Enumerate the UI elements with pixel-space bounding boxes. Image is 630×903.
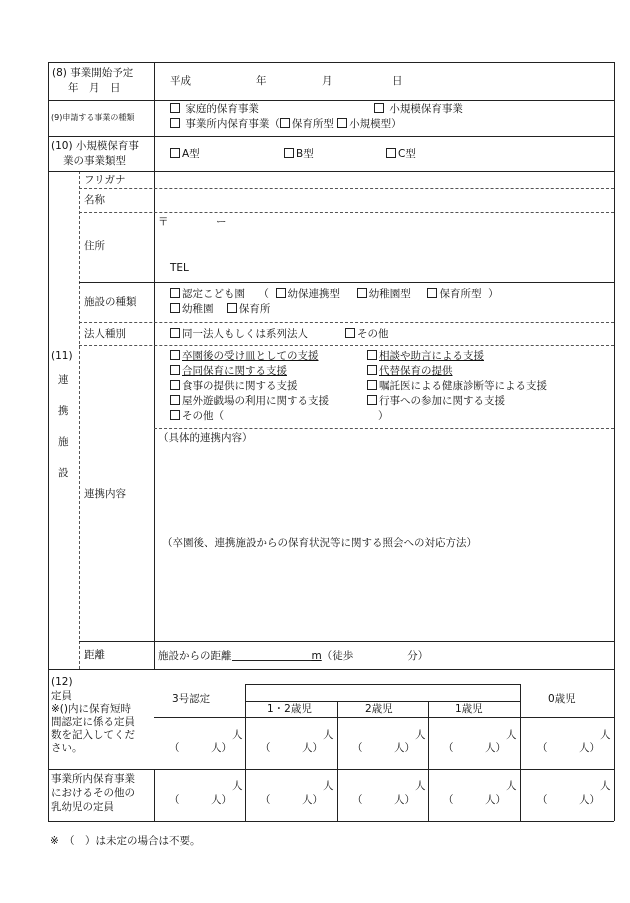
checkbox[interactable] xyxy=(227,303,237,313)
col-2: 2歳児 xyxy=(365,703,393,715)
hline xyxy=(48,171,614,172)
cap-b-12-short[interactable]: （ 人） xyxy=(260,794,323,806)
row11-vertical-1: 連 xyxy=(58,374,69,386)
support-4[interactable]: 代替保育の提供 xyxy=(367,365,453,378)
type-b[interactable]: B型 xyxy=(284,148,314,161)
hline-dashed xyxy=(79,212,614,213)
option-kateiteki[interactable]: 家庭的保育事業 xyxy=(170,103,259,116)
checkbox[interactable] xyxy=(337,118,347,128)
row12-teiin: 定員 xyxy=(51,690,72,702)
checkbox[interactable] xyxy=(170,395,180,405)
support-1[interactable]: 卒園後の受け皿としての支援 xyxy=(170,350,319,363)
cap-a-2-short[interactable]: （ 人） xyxy=(352,742,415,754)
hline xyxy=(48,136,614,137)
cap-b-3go-short[interactable]: （ 人） xyxy=(169,794,232,806)
col-divider xyxy=(520,684,521,821)
jigyosho-label-2: におけるその他の xyxy=(51,787,135,799)
distance-row: 施設からの距離 m（徒歩 分） xyxy=(158,650,429,662)
cap-b-2-unit: 人 xyxy=(415,780,426,792)
hline xyxy=(48,769,614,770)
start-era: 平成 xyxy=(170,75,191,87)
distance-input[interactable] xyxy=(232,649,312,661)
row11-vertical-2: 携 xyxy=(58,405,69,417)
support-8[interactable]: 行事への参加に関する支援 xyxy=(367,395,505,408)
checkbox[interactable] xyxy=(170,288,180,298)
hline-dashed xyxy=(79,188,614,189)
checkbox[interactable] xyxy=(170,118,180,128)
checkbox[interactable] xyxy=(170,103,180,113)
corp-same[interactable]: 同一法人もしくは系列法人 xyxy=(170,328,308,341)
checkbox[interactable] xyxy=(170,365,180,375)
cap-a-0-short[interactable]: （ 人） xyxy=(537,742,600,754)
hline xyxy=(79,282,614,283)
col-0: 0歳児 xyxy=(548,693,576,705)
row8-label-date: 年 月 日 xyxy=(68,82,121,94)
label-divider-low xyxy=(154,769,155,821)
support-3[interactable]: 合同保育に関する支援 xyxy=(170,365,287,378)
after-graduation-heading: （卒園後、連携施設からの保育状況等に関する照会への対応方法） xyxy=(162,537,477,549)
row10-label: (10) 小規模保育事 xyxy=(51,140,139,152)
cap-b-1-short[interactable]: （ 人） xyxy=(443,794,506,806)
cap-b-2-short[interactable]: （ 人） xyxy=(352,794,415,806)
type-a[interactable]: A型 xyxy=(170,148,200,161)
row12-note-3: 数を記入してくだ xyxy=(51,729,135,741)
hline xyxy=(245,701,520,702)
col-1: 1歳児 xyxy=(455,703,483,715)
cap-b-1-unit: 人 xyxy=(506,780,517,792)
col-divider xyxy=(428,701,429,821)
row11-number: (11) xyxy=(51,350,73,362)
row12-note-4: さい。 xyxy=(51,742,83,754)
support-7[interactable]: 屋外遊戯場の利用に関する支援 xyxy=(170,395,329,408)
hline xyxy=(245,684,520,685)
type-c[interactable]: C型 xyxy=(386,148,416,161)
checkbox[interactable] xyxy=(170,350,180,360)
cap-a-3go-unit: 人 xyxy=(232,729,243,741)
checkbox[interactable] xyxy=(170,410,180,420)
postal-mark: 〒 xyxy=(158,216,169,228)
row12-number: (12) xyxy=(51,676,73,688)
hline-dashed xyxy=(154,428,614,429)
tel-label: TEL xyxy=(170,262,189,274)
col-divider xyxy=(245,684,246,821)
checkbox[interactable] xyxy=(427,288,437,298)
option-shokibo[interactable]: 小規模保育事業 xyxy=(374,103,463,116)
detail-heading: （具体的連携内容） xyxy=(158,432,253,444)
support-9[interactable]: その他（ xyxy=(170,410,224,423)
checkbox[interactable] xyxy=(276,288,286,298)
checkbox[interactable] xyxy=(284,148,294,158)
cap-a-12-unit: 人 xyxy=(323,729,334,741)
checkbox[interactable] xyxy=(170,148,180,158)
checkbox[interactable] xyxy=(374,103,384,113)
checkbox[interactable] xyxy=(367,365,377,375)
col-3go: 3号認定 xyxy=(172,693,211,705)
furigana-input[interactable] xyxy=(156,190,612,210)
checkbox[interactable] xyxy=(170,380,180,390)
hline xyxy=(154,717,614,718)
checkbox[interactable] xyxy=(345,328,355,338)
hline xyxy=(48,821,614,822)
checkbox[interactable] xyxy=(367,380,377,390)
row9-label: (9)申請する事業の種類 xyxy=(51,113,135,122)
checkbox[interactable] xyxy=(170,328,180,338)
checkbox[interactable] xyxy=(280,118,290,128)
facility-type-line2: 幼稚園 保育所 xyxy=(170,303,270,316)
checkbox[interactable] xyxy=(386,148,396,158)
cap-b-12-unit: 人 xyxy=(323,780,334,792)
start-day-unit: 日 xyxy=(392,75,403,87)
hline-dashed xyxy=(79,345,614,346)
checkbox[interactable] xyxy=(170,303,180,313)
border-left xyxy=(48,62,49,821)
furigana-label: フリガナ xyxy=(84,174,126,186)
jigyosho-label-1: 事業所内保育事業 xyxy=(51,773,135,785)
cap-b-0-unit: 人 xyxy=(600,780,611,792)
cap-a-1-unit: 人 xyxy=(506,729,517,741)
label-divider xyxy=(154,62,155,669)
facility-type-line1: 認定こども園 （ 幼保連携型 幼稚園型 保育所型 ） xyxy=(170,288,499,301)
cap-a-12-short[interactable]: （ 人） xyxy=(260,742,323,754)
start-month-unit: 月 xyxy=(322,75,333,87)
cap-a-3go-short[interactable]: （ 人） xyxy=(169,742,232,754)
name-label: 名称 xyxy=(84,194,105,206)
corp-other[interactable]: その他 xyxy=(345,328,389,341)
content-textarea[interactable] xyxy=(156,448,612,636)
row8-label: (8) 事業開始予定 xyxy=(52,67,134,79)
col-divider xyxy=(337,701,338,821)
address-label: 住所 xyxy=(84,240,105,252)
checkbox[interactable] xyxy=(367,395,377,405)
facility-type-label: 施設の種類 xyxy=(84,296,137,308)
corp-label: 法人種別 xyxy=(84,328,126,340)
support-5[interactable]: 食事の提供に関する支援 xyxy=(170,380,298,393)
support-2[interactable]: 相談や助言による支援 xyxy=(367,350,484,363)
content-label: 連携内容 xyxy=(84,488,126,500)
hline xyxy=(48,100,614,101)
row11-vertical-3: 施 xyxy=(58,436,69,448)
section11-divider xyxy=(79,171,80,669)
hline-dashed xyxy=(79,322,614,323)
hline xyxy=(48,62,614,63)
cap-a-0-unit: 人 xyxy=(600,729,611,741)
cap-b-3go-unit: 人 xyxy=(232,780,243,792)
row12-note-1: ※()内に保育短時 xyxy=(51,703,131,715)
checkbox[interactable] xyxy=(357,288,367,298)
start-year-unit: 年 xyxy=(256,75,267,87)
cap-a-2-unit: 人 xyxy=(415,729,426,741)
row12-note-2: 間認定に係る定員 xyxy=(51,716,135,728)
hline xyxy=(48,669,614,670)
support-6[interactable]: 嘱託医による健康診断等による支援 xyxy=(367,380,547,393)
postal-dash: ー xyxy=(216,216,227,228)
cap-b-0-short[interactable]: （ 人） xyxy=(537,794,600,806)
distance-label: 距離 xyxy=(84,649,105,661)
cap-a-1-short[interactable]: （ 人） xyxy=(443,742,506,754)
footnote: ※ （ ）は未定の場合は不要。 xyxy=(50,835,201,847)
col-1-2: 1・2歳児 xyxy=(267,703,312,715)
checkbox[interactable] xyxy=(367,350,377,360)
row10-label-2: 業の事業類型 xyxy=(63,155,126,167)
hline xyxy=(79,641,614,642)
border-right xyxy=(614,62,615,821)
row11-vertical-4: 設 xyxy=(58,467,69,479)
option-jigyoshonai[interactable]: 事業所内保育事業（ 保育所型 小規模型） xyxy=(170,118,402,131)
jigyosho-label-3: 乳幼児の定員 xyxy=(51,801,114,813)
support-9-close: ） xyxy=(378,410,389,422)
